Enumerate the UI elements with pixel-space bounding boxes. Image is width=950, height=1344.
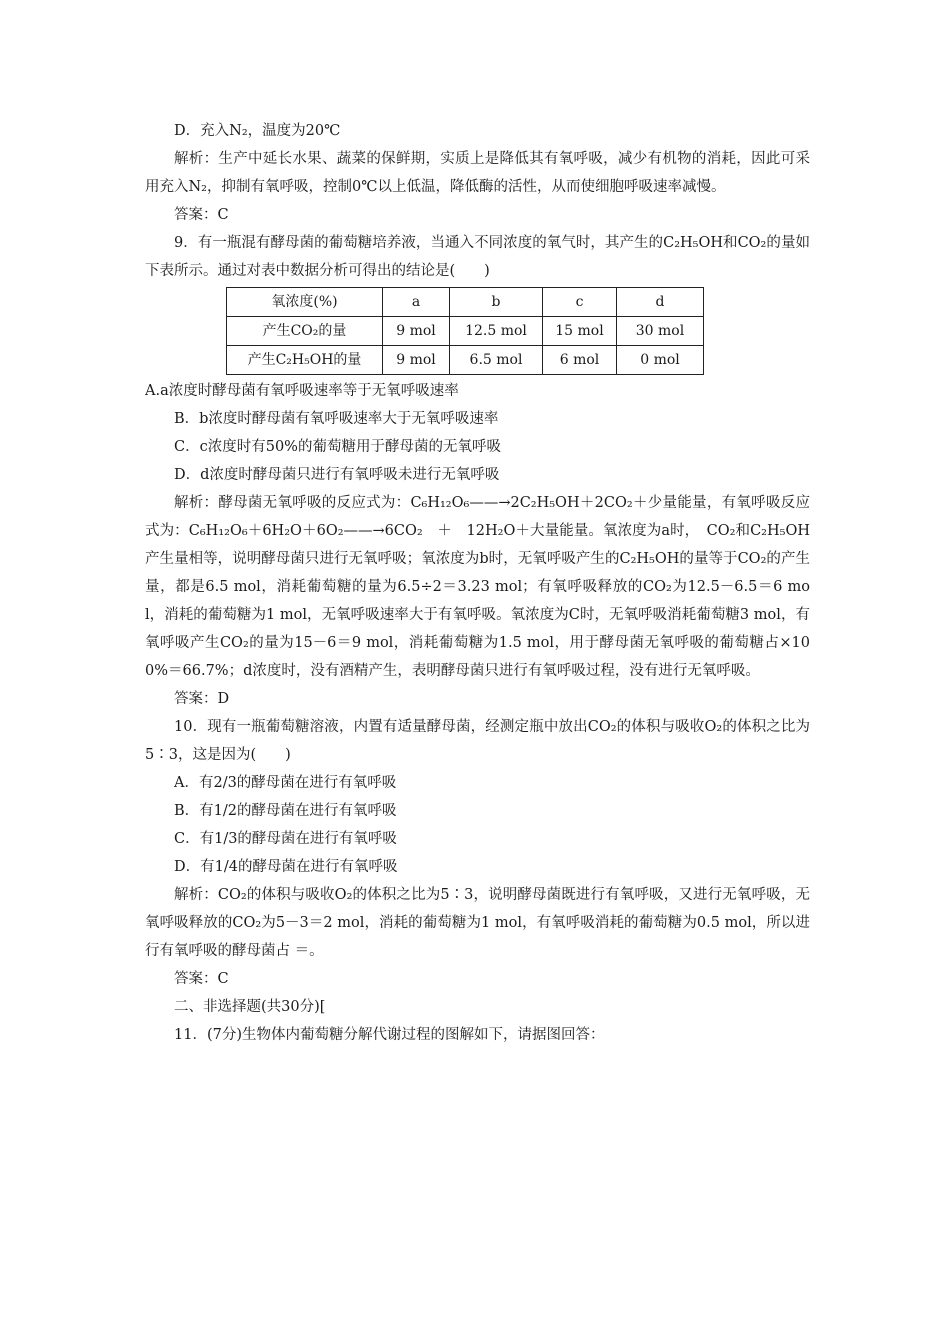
q10-option-d: D．有1/4的酵母菌在进行有氧呼吸 [174,859,398,875]
q10-analysis: 解析：CO₂的体积与吸收O₂的体积之比为5∶3，说明酵母菌既进行有氧呼吸，又进行无氧呼吸，无氧呼吸释放的CO₂为5－3＝2 mol，消耗的葡萄糖为1 mol，有氧呼吸消耗的葡萄糖为0.5 mol，所以进行有氧呼吸的酵母菌占 ＝。 [145,887,810,959]
q9-option-a: A.a浓度时酵母菌有氧呼吸速率等于无氧呼吸速率 [145,383,459,399]
table-header-cell: d [617,288,704,317]
table-header-cell: c [543,288,617,317]
q11-stem: 11．(7分)生物体内葡萄糖分解代谢过程的图解如下，请据图回答： [174,1027,605,1043]
table-cell: 0 mol [617,346,704,375]
table-cell: 产生CO₂的量 [227,317,383,346]
q9-option-c: C．c浓度时有50%的葡萄糖用于酵母菌的无氧呼吸 [174,439,501,455]
q10-stem: 10．现有一瓶葡萄糖溶液，内置有适量酵母菌，经测定瓶中放出CO₂的体积与吸收O₂的体积之比为5∶3，这是因为( ) [145,719,810,763]
q9-option-b: B．b浓度时酵母菌有氧呼吸速率大于无氧呼吸速率 [174,411,499,427]
table-cell: 9 mol [383,346,450,375]
q10-option-b: B．有1/2的酵母菌在进行有氧呼吸 [174,803,397,819]
q8-answer: 答案：C [174,207,229,223]
q8-option-d: D．充入N₂，温度为20℃ [174,123,341,139]
table-row [227,288,704,317]
q9-answer: 答案：D [174,691,230,707]
table-cell: 6.5 mol [450,346,543,375]
table-cell: 产生C₂H₅OH的量 [227,346,383,375]
section-title: 二、非选择题(共30分)[ [174,999,326,1015]
q10-answer: 答案：C [174,971,229,987]
oxygen-data-table [226,287,704,375]
table-cell: 6 mol [543,346,617,375]
table-header-cell: a [383,288,450,317]
q9-stem: 9．有一瓶混有酵母菌的葡萄糖培养液，当通入不同浓度的氧气时，其产生的C₂H₅OH和CO₂的量如下表所示。通过对表中数据分析可得出的结论是( ) [145,235,810,279]
table-cell: 15 mol [543,317,617,346]
table-cell: 12.5 mol [450,317,543,346]
q10-option-c: C．有1/3的酵母菌在进行有氧呼吸 [174,831,397,847]
table-header-cell: b [450,288,543,317]
table-row [227,317,704,346]
table-row [227,346,704,375]
table-cell: 30 mol [617,317,704,346]
table-header-cell: 氧浓度(%) [227,288,383,317]
table-cell: 9 mol [383,317,450,346]
q9-analysis: 解析：酵母菌无氧呼吸的反应式为：C₆H₁₂O₆——→2C₂H₅OH＋2CO₂＋少量能量，有氧呼吸反应式为：C₆H₁₂O₆＋6H₂O＋6O₂——→6CO₂ ＋ 12H₂O＋大量能量。氧浓度为a时， CO₂和C₂H₅OH产生量相等，说明酵母菌只进行无氧呼吸；氧浓度为b时，无氧呼吸产生的C₂H₅OH的量等于CO₂的产生量，都是6.5 mol，消耗葡萄糖的量为6.5÷2＝3.23 mol；有氧呼吸释放的CO₂为12.5－6.5＝6 mol，消耗的葡萄糖为1 mol，无氧呼吸速率大于有氧呼吸。氧浓度为C时，无氧呼吸消耗葡萄糖3 mol，有氧呼吸产生CO₂的量为15－6＝9 mol，消耗葡萄糖为1.5 mol，用于酵母菌无氧呼吸的葡萄糖占×100%＝66.7%；d浓度时，没有酒精产生，表明酵母菌只进行有氧呼吸过程，没有进行无氧呼吸。 [145,495,810,679]
document-page [145,117,810,1049]
q10-option-a: A．有2/3的酵母菌在进行有氧呼吸 [174,775,397,791]
q9-option-d: D．d浓度时酵母菌只进行有氧呼吸未进行无氧呼吸 [174,467,500,483]
q8-analysis: 解析：生产中延长水果、蔬菜的保鲜期，实质上是降低其有氧呼吸，减少有机物的消耗，因此可采用充入N₂，抑制有氧呼吸，控制0℃以上低温，降低酶的活性，从而使细胞呼吸速率减慢。 [145,151,810,195]
